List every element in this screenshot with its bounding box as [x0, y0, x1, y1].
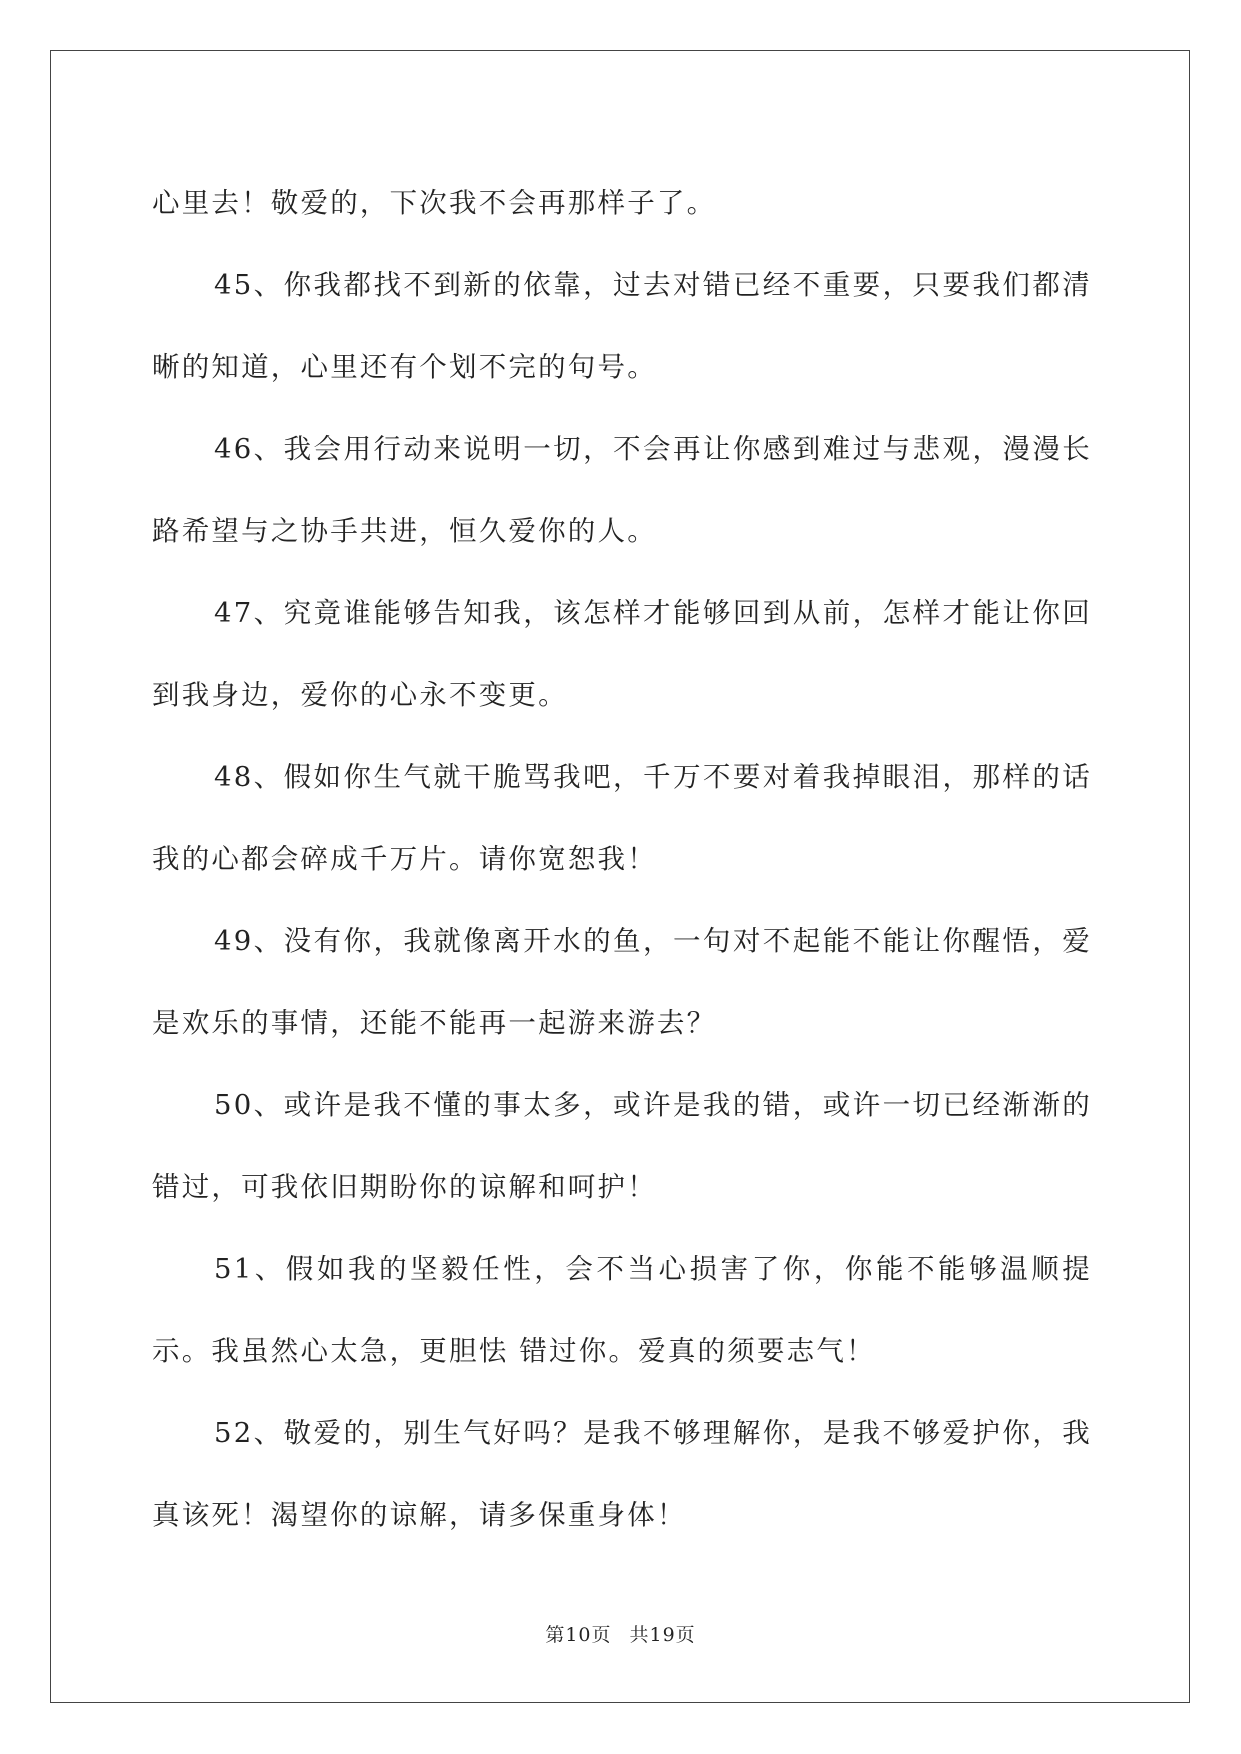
paragraph-52: 52、敬爱的，别生气好吗？是我不够理解你，是我不够爱护你，我真该死！渴望你的谅解，请多保重身体！ [152, 1417, 1092, 1531]
paragraph-continuation: 心里去！敬爱的，下次我不会再那样子了。 [152, 187, 717, 219]
document-body [152, 162, 1092, 1556]
paragraph-48: 48、假如你生气就干脆骂我吧，千万不要对着我掉眼泪，那样的话我的心都会碎成千万片。请你宽恕我！ [152, 761, 1092, 875]
page-footer [0, 1620, 1241, 1647]
paragraph-46: 46、我会用行动来说明一切，不会再让你感到难过与悲观，漫漫长路希望与之协手共进，恒久爱你的人。 [152, 433, 1092, 547]
paragraph-49: 49、没有你，我就像离开水的鱼，一句对不起能不能让你醒悟，爱是欢乐的事情，还能不能再一起游来游去？ [152, 925, 1092, 1039]
paragraph-45: 45、你我都找不到新的依靠，过去对错已经不重要，只要我们都清晰的知道，心里还有个划不完的句号。 [152, 269, 1092, 383]
total-pages: 共19页 [629, 1624, 696, 1646]
paragraph-47: 47、究竟谁能够告知我，该怎样才能够回到从前，怎样才能让你回到我身边，爱你的心永不变更。 [152, 597, 1092, 711]
paragraph-51: 51、假如我的坚毅任性，会不当心损害了你，你能不能够温顺提示。我虽然心太急，更胆怯 错过你。爱真的须要志气！ [152, 1253, 1092, 1367]
current-page-number: 第10页 [545, 1624, 612, 1646]
paragraph-50: 50、或许是我不懂的事太多，或许是我的错，或许一切已经渐渐的错过，可我依旧期盼你的谅解和呵护！ [152, 1089, 1092, 1203]
